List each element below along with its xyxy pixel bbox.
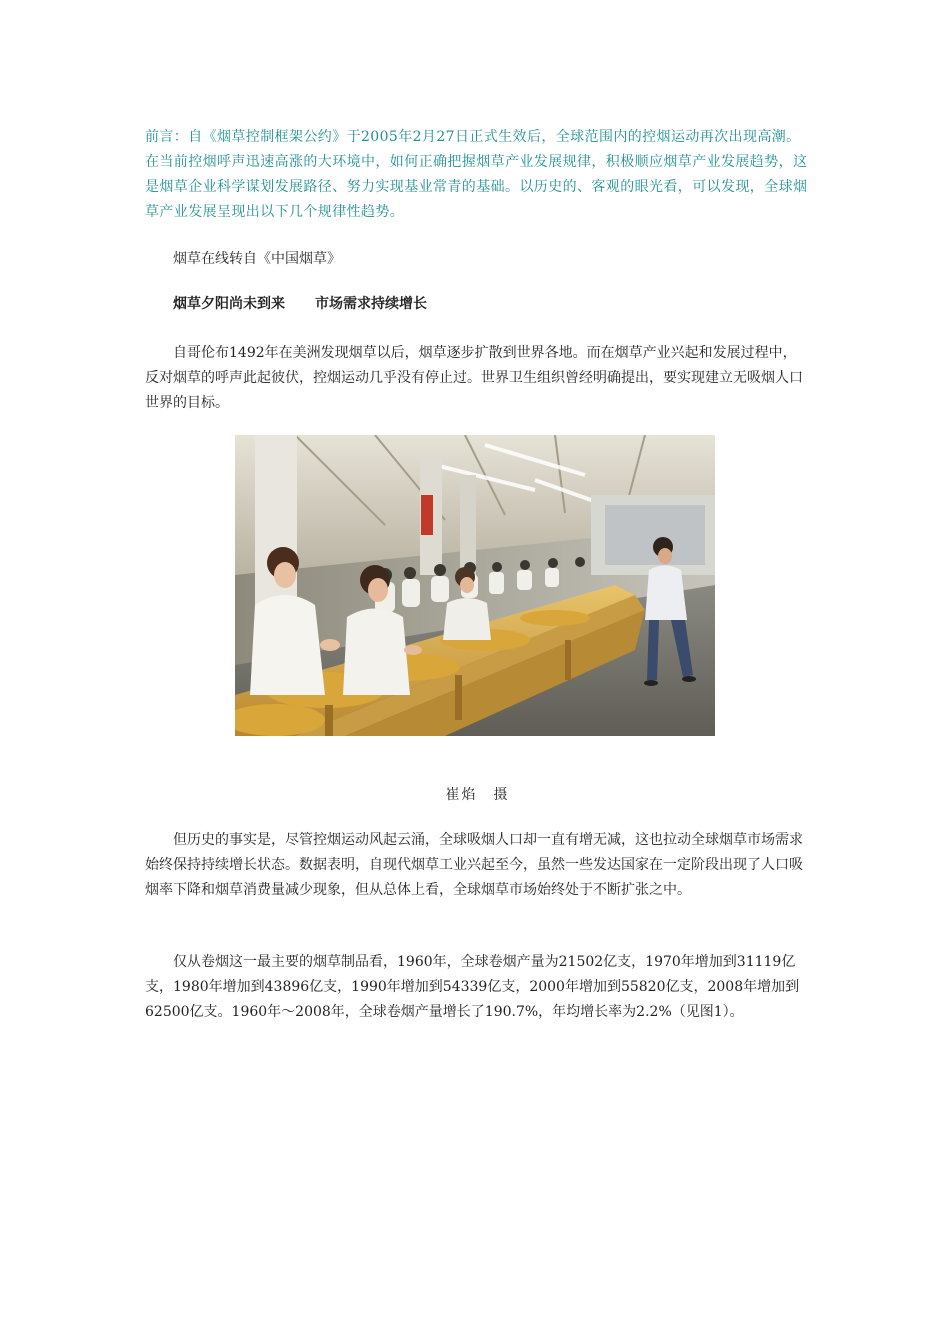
section-heading bbox=[145, 293, 810, 313]
photo-caption: 崔焰 摄 bbox=[445, 787, 510, 803]
source-line: 烟草在线转自《中国烟草》 bbox=[173, 251, 341, 267]
heading-part-1: 烟草夕阳尚未到来 bbox=[173, 296, 285, 312]
preface-paragraph: 前言：自《烟草控制框架公约》于2005年2月27日正式生效后，全球范围内的控烟运动再次出现高潮。在当前控烟呼声迅速高涨的大环境中，如何正确把握烟草产业发展规律，积极顺应烟草产业发展趋势，这是烟草企业科学谋划发展路径、努力实现基业常青的基础。以历史的、客观的眼光看，可以发现，全球烟草产业发展呈现出以下几个规律性趋势。 bbox=[145, 129, 808, 220]
body-paragraph-2: 但历史的事实是，尽管控烟运动风起云涌，全球吸烟人口却一直有增无减，这也拉动全球烟草市场需求始终保持持续增长状态。数据表明，自现代烟草工业兴起至今，虽然一些发达国家在一定阶段出现了人口吸烟率下降和烟草消费量减少现象，但从总体上看，全球烟草市场始终处于不断扩张之中。 bbox=[145, 832, 803, 898]
factory-photo bbox=[235, 435, 715, 736]
heading-part-2: 市场需求持续增长 bbox=[315, 296, 427, 312]
body-paragraph-3: 仅从卷烟这一最主要的烟草制品看，1960年，全球卷烟产量为21502亿支，1970年增加到31119亿支，1980年增加到43896亿支，1990年增加到54339亿支，2000年增加到55820亿支，2008年增加到62500亿支。1960年～2008年，全球卷烟产量增长了190.7%，年均增长率为2.2%（见图1）。 bbox=[145, 954, 800, 1020]
body-paragraph-1: 自哥伦布1492年在美洲发现烟草以后，烟草逐步扩散到世界各地。而在烟草产业兴起和发展过程中，反对烟草的呼声此起彼伏，控烟运动几乎没有停止过。世界卫生组织曾经明确提出，要实现建立无吸烟人口世界的目标。 bbox=[145, 345, 803, 411]
